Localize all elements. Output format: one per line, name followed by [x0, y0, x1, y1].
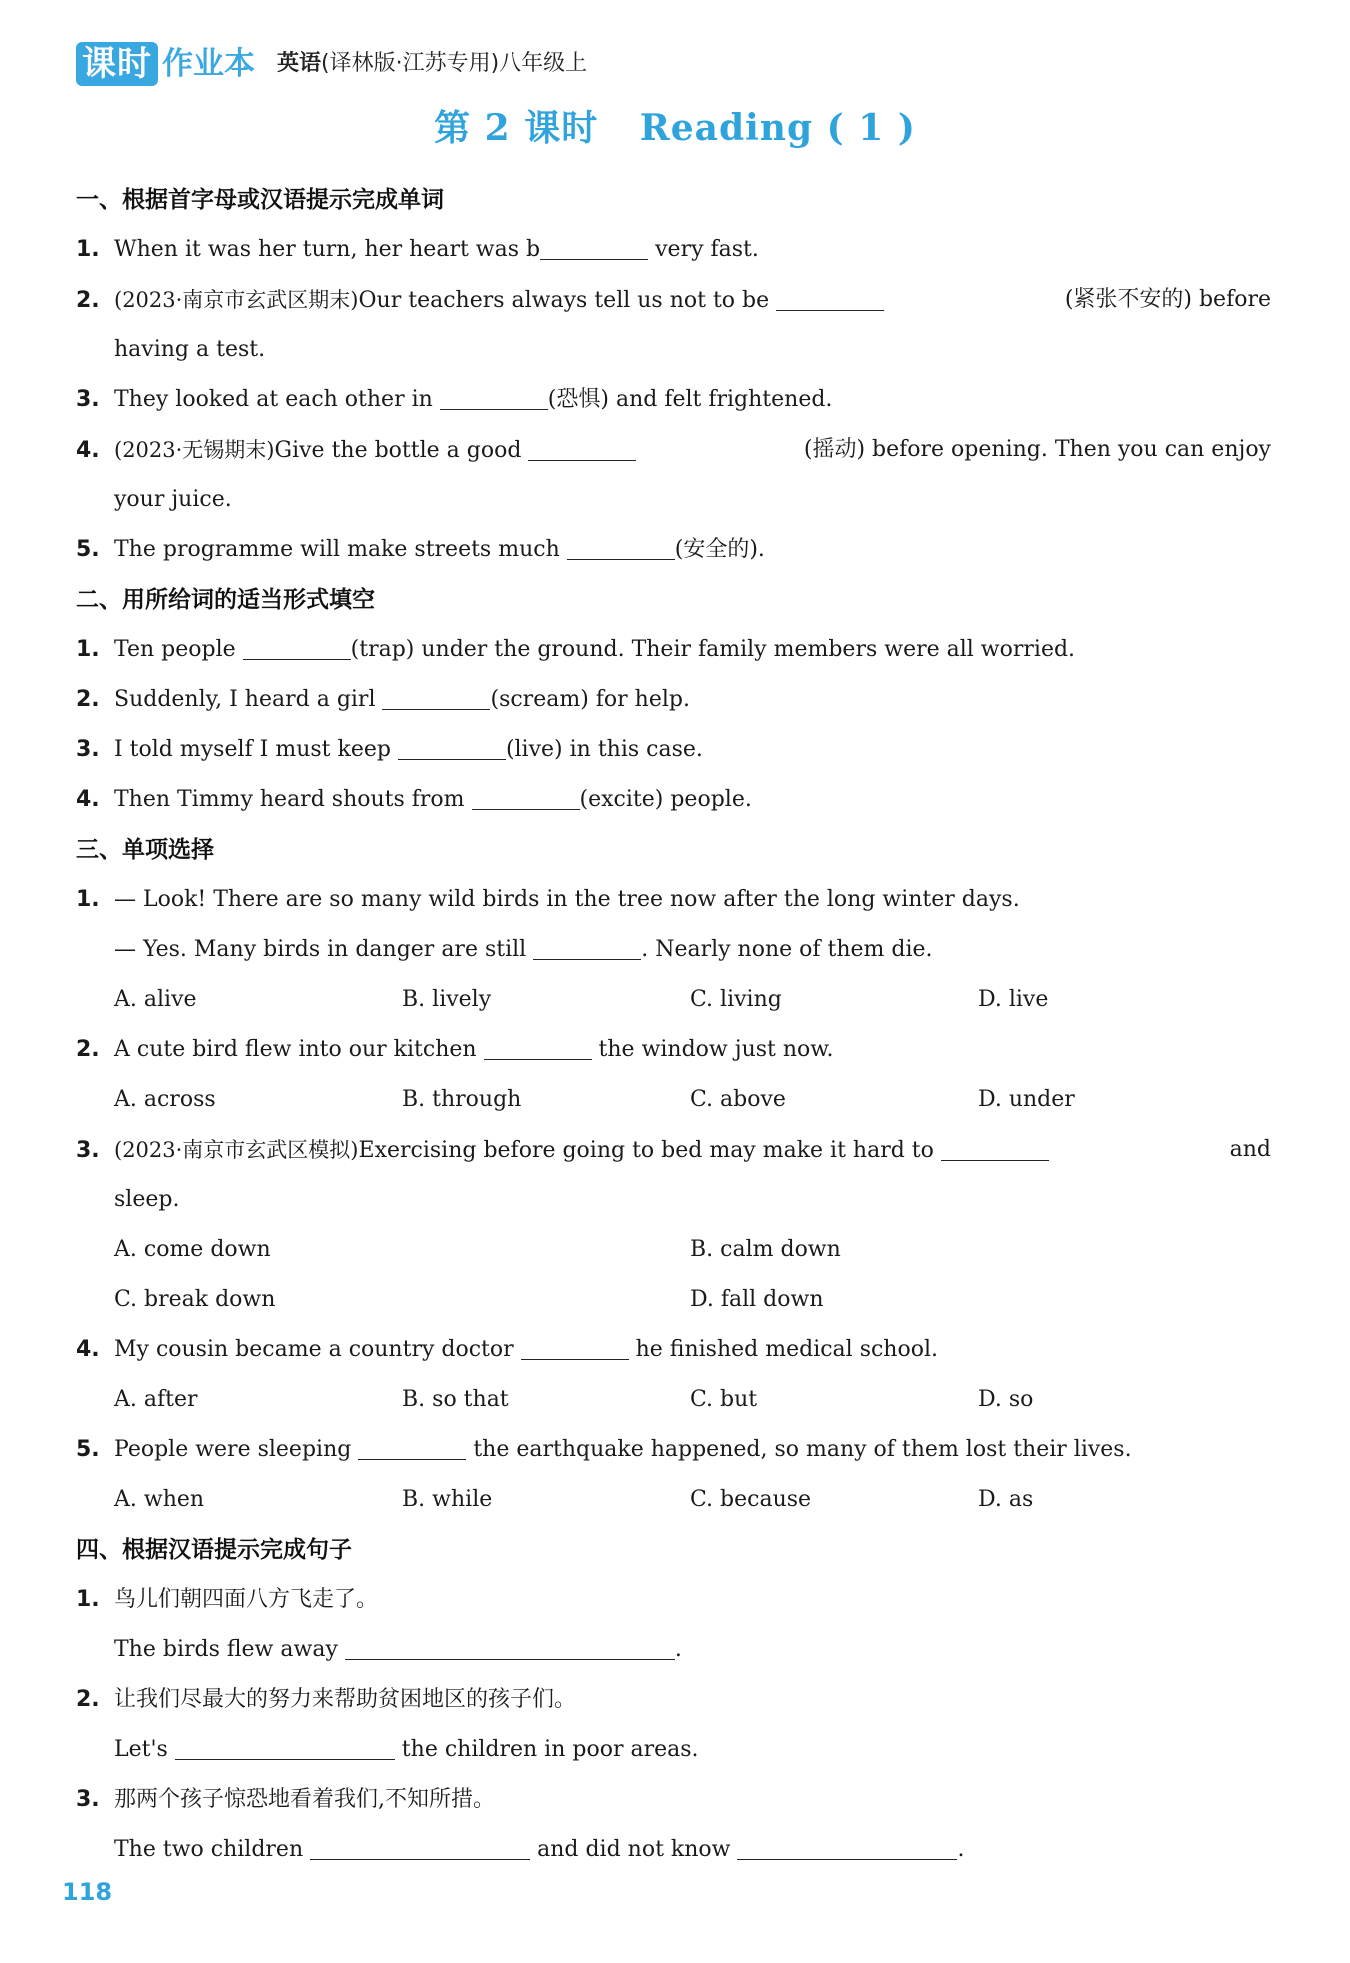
- lesson-number: 第 2 课时: [434, 107, 599, 149]
- question-text: the earthquake happened, so many of them lost their lives.: [466, 1437, 1132, 1462]
- answer-blank[interactable]: [776, 280, 884, 311]
- question-chinese: 鸟儿们朝四面八方飞走了。: [114, 1587, 379, 1612]
- question-chinese: 让我们尽最大的努力来帮助贫困地区的孩子们。: [114, 1687, 577, 1712]
- answer-blank[interactable]: [533, 929, 641, 960]
- question-number: 1.: [76, 887, 100, 912]
- question-number: 1.: [76, 1587, 100, 1612]
- lesson-title: [0, 100, 1350, 151]
- answer-blank[interactable]: [540, 229, 648, 260]
- option-b[interactable]: B. so that: [402, 1387, 509, 1412]
- question-text: When it was her turn, her heart was b: [114, 237, 541, 262]
- option-c[interactable]: C. above: [690, 1087, 786, 1112]
- question-continuation: your juice.: [114, 487, 232, 512]
- answer-options: [76, 1275, 1271, 1325]
- question-number: 5.: [76, 1437, 100, 1462]
- question: [76, 1575, 1271, 1625]
- answer-options: [76, 1075, 1271, 1125]
- question-text: (live) in this case.: [505, 737, 703, 762]
- question-text: (摇动) before opening. Then you can enjoy: [803, 437, 1271, 462]
- question-text: the window just now.: [591, 1037, 834, 1062]
- option-d[interactable]: D. fall down: [690, 1287, 824, 1312]
- option-d[interactable]: D. so: [978, 1387, 1034, 1412]
- answer-blank[interactable]: [528, 430, 636, 461]
- brand-logo-text: 作业本: [162, 46, 255, 82]
- question-number: 2.: [76, 1037, 100, 1062]
- question-text: and: [1229, 1137, 1271, 1162]
- question-text: (scream) for help.: [490, 687, 690, 712]
- question: [76, 275, 1271, 325]
- question-text: Give the bottle a good: [274, 438, 529, 463]
- section-heading: 二、用所给词的适当形式填空: [76, 587, 375, 613]
- question-number: 4.: [76, 787, 100, 812]
- question-number: 3.: [76, 1787, 100, 1812]
- option-b[interactable]: B. through: [402, 1087, 522, 1112]
- question-text: People were sleeping: [114, 1437, 359, 1462]
- question-text: A cute bird flew into our kitchen: [114, 1037, 484, 1062]
- answer-blank[interactable]: [521, 1329, 629, 1360]
- question: [76, 525, 1271, 575]
- question-source: (2023·无锡期末): [114, 438, 275, 462]
- option-b[interactable]: B. calm down: [690, 1237, 841, 1262]
- subject-edition: (译林版·江苏专用)八年级上: [321, 51, 588, 76]
- question-text: (紧张不安的) before: [1064, 287, 1271, 312]
- question: [76, 675, 1271, 725]
- option-a[interactable]: A. when: [114, 1487, 205, 1512]
- question: [76, 375, 1271, 425]
- question-text: he finished medical school.: [628, 1337, 938, 1362]
- question: [76, 875, 1271, 925]
- answer-blank[interactable]: [567, 529, 675, 560]
- question-continuation: [76, 1625, 1271, 1675]
- question: [76, 775, 1271, 825]
- option-a[interactable]: A. after: [114, 1387, 198, 1412]
- answer-blank[interactable]: [358, 1429, 466, 1460]
- answer-blank[interactable]: [310, 1829, 530, 1860]
- question-text: very fast.: [648, 237, 759, 262]
- question-chinese: 那两个孩子惊恐地看着我们,不知所措。: [114, 1787, 495, 1812]
- question-continuation: having a test.: [114, 337, 266, 362]
- question: [76, 425, 1271, 475]
- question-text: — Yes. Many birds in danger are still: [114, 937, 534, 962]
- question: [76, 1425, 1271, 1475]
- lesson-topic: Reading ( 1 ): [639, 107, 916, 149]
- question-text: The two children: [114, 1837, 311, 1862]
- answer-blank[interactable]: [472, 779, 580, 810]
- question-number: 3.: [76, 1138, 100, 1163]
- question-number: 5.: [76, 537, 100, 562]
- question-text: My cousin became a country doctor: [114, 1337, 521, 1362]
- answer-blank[interactable]: [345, 1629, 675, 1660]
- question: [76, 1325, 1271, 1375]
- question-text: Suddenly, I heard a girl: [114, 687, 383, 712]
- question: [76, 1125, 1271, 1175]
- question-text: the children in poor areas.: [394, 1737, 699, 1762]
- answer-blank[interactable]: [243, 629, 351, 660]
- subject-label: [277, 42, 587, 86]
- question-text: (安全的).: [674, 537, 765, 562]
- question-text: Exercising before going to bed may make it hard to: [358, 1138, 941, 1163]
- answer-options: [76, 1375, 1271, 1425]
- header: [76, 30, 587, 86]
- page-number: 118: [62, 1878, 113, 1906]
- brand-logo-box: 课时: [76, 42, 158, 86]
- answer-options: [76, 1225, 1271, 1275]
- question-text: (trap) under the ground. Their family members were all worried.: [350, 637, 1076, 662]
- question-text: (excite) people.: [579, 787, 752, 812]
- option-c[interactable]: C. living: [690, 987, 782, 1012]
- question: [76, 1675, 1271, 1725]
- option-b[interactable]: B. lively: [402, 987, 492, 1012]
- question: [76, 625, 1271, 675]
- question-text: Then Timmy heard shouts from: [114, 787, 472, 812]
- option-c[interactable]: C. because: [690, 1487, 812, 1512]
- option-c[interactable]: C. break down: [114, 1287, 276, 1312]
- question-source: (2023·南京市玄武区模拟): [114, 1138, 359, 1162]
- question-continuation: sleep.: [114, 1187, 180, 1212]
- question: [76, 1775, 1271, 1825]
- subject-name: 英语: [277, 51, 322, 76]
- answer-blank[interactable]: [737, 1829, 957, 1860]
- question-text: and did not know: [530, 1837, 738, 1862]
- answer-blank[interactable]: [440, 379, 548, 410]
- question-text: Ten people: [114, 637, 243, 662]
- question-continuation: [76, 925, 1271, 975]
- section-heading: 三、单项选择: [76, 837, 214, 863]
- answer-options: [76, 1475, 1271, 1525]
- option-d[interactable]: D. as: [978, 1487, 1034, 1512]
- question-text: — Look! There are so many wild birds in the tree now after the long winter days.: [114, 887, 1020, 912]
- question-text: The birds flew away: [114, 1637, 345, 1662]
- question-number: 4.: [76, 438, 100, 463]
- question: [76, 1025, 1271, 1075]
- option-d[interactable]: D. under: [978, 1087, 1075, 1112]
- question-number: 1.: [76, 637, 100, 662]
- question-source: (2023·南京市玄武区期末): [114, 288, 359, 312]
- answer-blank[interactable]: [382, 679, 490, 710]
- question-number: 1.: [76, 237, 100, 262]
- option-b[interactable]: B. while: [402, 1487, 493, 1512]
- option-a[interactable]: A. alive: [114, 987, 197, 1012]
- question-number: 4.: [76, 1337, 100, 1362]
- answer-blank[interactable]: [175, 1729, 395, 1760]
- answer-blank[interactable]: [398, 729, 506, 760]
- question-text: (恐惧) and felt frightened.: [547, 387, 833, 412]
- question-number: 3.: [76, 737, 100, 762]
- answer-options: [76, 975, 1271, 1025]
- question-text: Let's: [114, 1737, 175, 1762]
- question-text: They looked at each other in: [114, 387, 440, 412]
- question-number: 2.: [76, 687, 100, 712]
- question-number: 2.: [76, 288, 100, 313]
- question-text: The programme will make streets much: [114, 537, 567, 562]
- section-heading: 四、根据汉语提示完成句子: [76, 1537, 352, 1563]
- answer-blank[interactable]: [941, 1130, 1049, 1161]
- question-text: .: [957, 1837, 965, 1862]
- question-text: Our teachers always tell us not to be: [358, 288, 777, 313]
- question-text: I told myself I must keep: [114, 737, 398, 762]
- question-number: 2.: [76, 1687, 100, 1712]
- option-a[interactable]: A. come down: [114, 1237, 271, 1262]
- answer-blank[interactable]: [484, 1029, 592, 1060]
- question-continuation: [76, 1725, 1271, 1775]
- question-text: . Nearly none of them die.: [641, 937, 933, 962]
- question: [76, 225, 1271, 275]
- section-heading: 一、根据首字母或汉语提示完成单词: [76, 187, 444, 213]
- exercise-content: [76, 175, 1271, 1875]
- question-continuation: [76, 1825, 1271, 1875]
- question-number: 3.: [76, 387, 100, 412]
- option-d[interactable]: D. live: [978, 987, 1049, 1012]
- option-c[interactable]: C. but: [690, 1387, 758, 1412]
- option-a[interactable]: A. across: [114, 1087, 216, 1112]
- question: [76, 725, 1271, 775]
- question-text: .: [674, 1637, 682, 1662]
